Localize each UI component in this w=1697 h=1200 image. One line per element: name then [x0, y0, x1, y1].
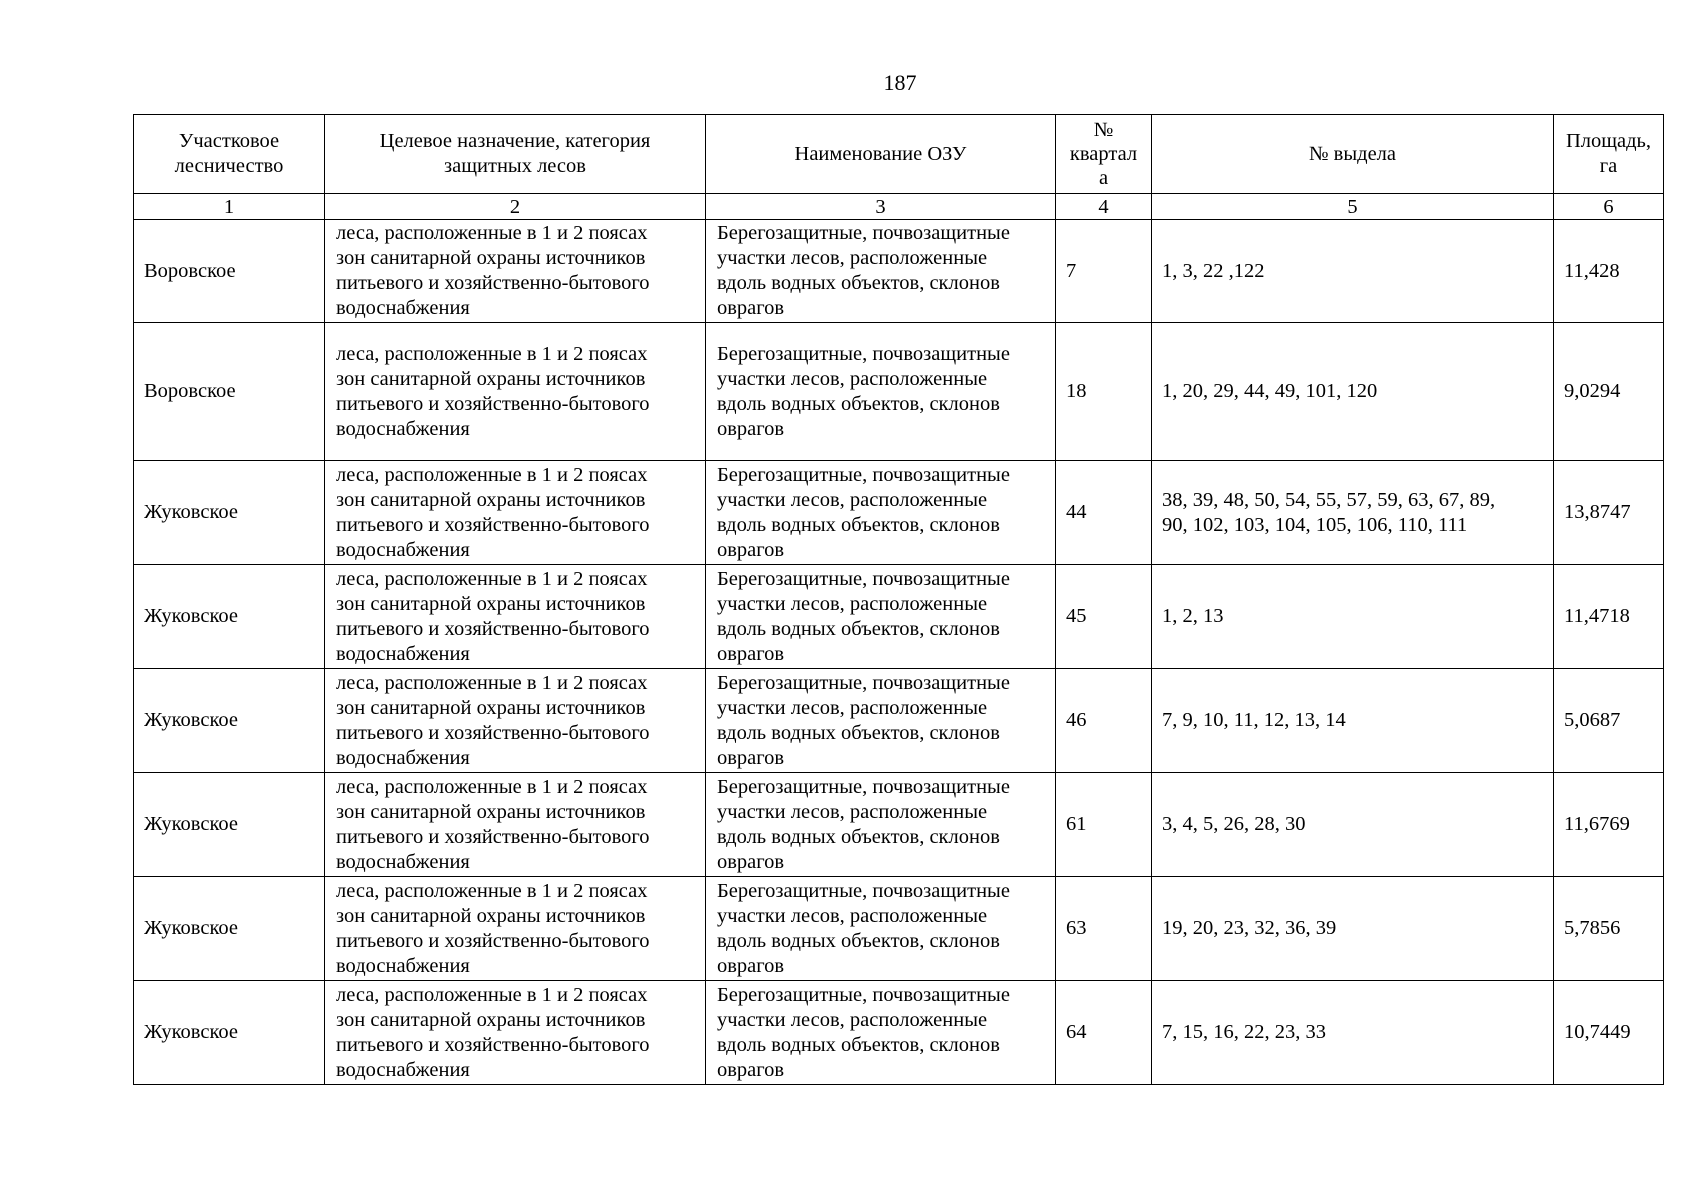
quarter-cell: 64	[1056, 981, 1152, 1085]
table-row	[134, 773, 1664, 877]
ozu-cell: Берегозащитные, почвозащитные участки лесов, расположенные вдоль водных объектов, склонов оврагов	[706, 565, 1056, 669]
allotments-cell: 19, 20, 23, 32, 36, 39	[1152, 877, 1554, 981]
purpose-cell: леса, расположенные в 1 и 2 поясах зон санитарной охраны источников питьевого и хозяйственно-бытового водоснабжения	[325, 877, 706, 981]
ozu-cell: Берегозащитные, почвозащитные участки лесов, расположенные вдоль водных объектов, склонов оврагов	[706, 461, 1056, 565]
quarter-cell: 63	[1056, 877, 1152, 981]
forestry-cell: Жуковское	[134, 773, 325, 877]
allotments-cell: 1, 2, 13	[1152, 565, 1554, 669]
quarter-cell: 44	[1056, 461, 1152, 565]
table-row	[134, 461, 1664, 565]
quarter-cell: 7	[1056, 220, 1152, 323]
column-number-row	[134, 194, 1664, 220]
quarter-cell: 61	[1056, 773, 1152, 877]
purpose-cell: леса, расположенные в 1 и 2 поясах зон санитарной охраны источников питьевого и хозяйственно-бытового водоснабжения	[325, 220, 706, 323]
forestry-cell: Жуковское	[134, 565, 325, 669]
table-row	[134, 565, 1664, 669]
area-cell: 9,0294	[1554, 323, 1664, 461]
page-number: 187	[883, 70, 917, 95]
area-cell: 11,428	[1554, 220, 1664, 323]
header-purpose: Целевое назначение, категория защитных лесов	[325, 115, 706, 194]
table-row	[134, 220, 1664, 323]
forestry-cell: Жуковское	[134, 461, 325, 565]
area-cell: 5,7856	[1554, 877, 1664, 981]
column-number: 5	[1152, 194, 1554, 220]
purpose-cell: леса, расположенные в 1 и 2 поясах зон санитарной охраны источников питьевого и хозяйственно-бытового водоснабжения	[325, 323, 706, 461]
allotments-cell: 7, 9, 10, 11, 12, 13, 14	[1152, 669, 1554, 773]
purpose-cell: леса, расположенные в 1 и 2 поясах зон санитарной охраны источников питьевого и хозяйственно-бытового водоснабжения	[325, 669, 706, 773]
column-number: 2	[325, 194, 706, 220]
quarter-cell: 45	[1056, 565, 1152, 669]
purpose-cell: леса, расположенные в 1 и 2 поясах зон санитарной охраны источников питьевого и хозяйственно-бытового водоснабжения	[325, 461, 706, 565]
area-cell: 11,4718	[1554, 565, 1664, 669]
forest-protection-table	[133, 114, 1664, 1085]
column-number: 6	[1554, 194, 1664, 220]
area-cell: 5,0687	[1554, 669, 1664, 773]
quarter-cell: 18	[1056, 323, 1152, 461]
allotments-cell: 1, 20, 29, 44, 49, 101, 120	[1152, 323, 1554, 461]
forestry-cell: Воровское	[134, 323, 325, 461]
header-area: Площадь, га	[1554, 115, 1664, 194]
column-number: 4	[1056, 194, 1152, 220]
column-number: 3	[706, 194, 1056, 220]
table-row	[134, 981, 1664, 1085]
ozu-cell: Берегозащитные, почвозащитные участки лесов, расположенные вдоль водных объектов, склонов оврагов	[706, 981, 1056, 1085]
purpose-cell: леса, расположенные в 1 и 2 поясах зон санитарной охраны источников питьевого и хозяйственно-бытового водоснабжения	[325, 773, 706, 877]
forestry-cell: Жуковское	[134, 877, 325, 981]
ozu-cell: Берегозащитные, почвозащитные участки лесов, расположенные вдоль водных объектов, склонов оврагов	[706, 323, 1056, 461]
ozu-cell: Берегозащитные, почвозащитные участки лесов, расположенные вдоль водных объектов, склонов оврагов	[706, 877, 1056, 981]
allotments-cell: 1, 3, 22 ,122	[1152, 220, 1554, 323]
ozu-cell: Берегозащитные, почвозащитные участки лесов, расположенные вдоль водных объектов, склонов оврагов	[706, 669, 1056, 773]
area-cell: 10,7449	[1554, 981, 1664, 1085]
forestry-cell: Жуковское	[134, 669, 325, 773]
forestry-cell: Жуковское	[134, 981, 325, 1085]
table-row	[134, 877, 1664, 981]
area-cell: 13,8747	[1554, 461, 1664, 565]
ozu-cell: Берегозащитные, почвозащитные участки лесов, расположенные вдоль водных объектов, склонов оврагов	[706, 220, 1056, 323]
allotments-cell: 38, 39, 48, 50, 54, 55, 57, 59, 63, 67, 89, 90, 102, 103, 104, 105, 106, 110, 111	[1152, 461, 1554, 565]
header-allotment-number: № выдела	[1152, 115, 1554, 194]
column-number: 1	[134, 194, 325, 220]
allotments-cell: 3, 4, 5, 26, 28, 30	[1152, 773, 1554, 877]
forestry-cell: Воровское	[134, 220, 325, 323]
area-cell: 11,6769	[1554, 773, 1664, 877]
header-ozu-name: Наименование ОЗУ	[706, 115, 1056, 194]
table-row	[134, 323, 1664, 461]
quarter-cell: 46	[1056, 669, 1152, 773]
ozu-cell: Берегозащитные, почвозащитные участки лесов, расположенные вдоль водных объектов, склонов оврагов	[706, 773, 1056, 877]
allotments-cell: 7, 15, 16, 22, 23, 33	[1152, 981, 1554, 1085]
header-row	[134, 115, 1664, 194]
purpose-cell: леса, расположенные в 1 и 2 поясах зон санитарной охраны источников питьевого и хозяйственно-бытового водоснабжения	[325, 981, 706, 1085]
purpose-cell: леса, расположенные в 1 и 2 поясах зон санитарной охраны источников питьевого и хозяйственно-бытового водоснабжения	[325, 565, 706, 669]
header-quarter-number: № квартал а	[1056, 115, 1152, 194]
header-forestry: Участковое лесничество	[134, 115, 325, 194]
table-row	[134, 669, 1664, 773]
